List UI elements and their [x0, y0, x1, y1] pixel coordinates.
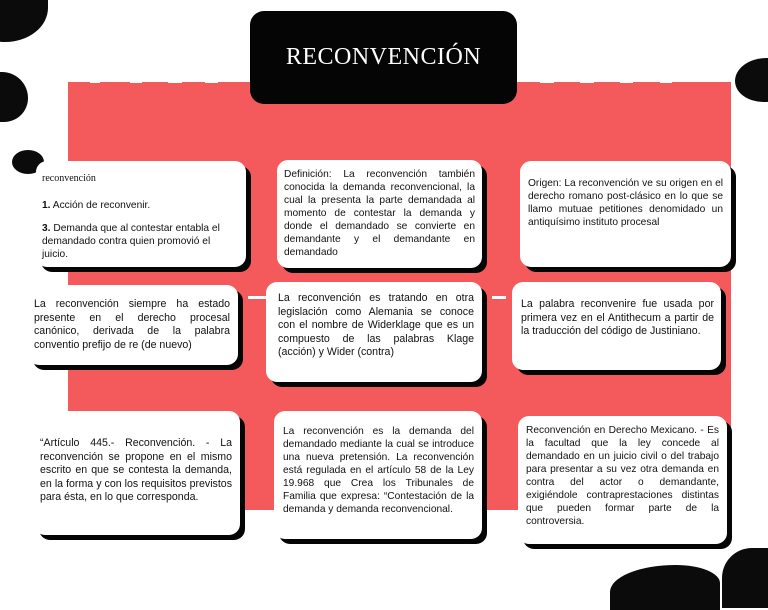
- card-text: Origen: La reconvención ve su origen en el derecho romano post-clásico en lo que se llamo mutuae petitiones denomidado un antiquísimo instituto procesal: [528, 178, 723, 228]
- decorative-blob-corner: [722, 548, 768, 608]
- decorative-blob-top-right: [735, 58, 768, 102]
- item-text: Demanda que al contestar entabla el demandado contra quien promovió el juicio.: [42, 223, 220, 260]
- card-text: La palabra reconvenire fue usada por primera vez en el Antithecum a partir de la traducción del código de Justiniano.: [521, 298, 714, 337]
- panel-dash: [90, 80, 100, 83]
- panel-dash: [248, 296, 266, 299]
- card-alemania: [266, 282, 482, 382]
- card-reconvencion: [36, 161, 246, 267]
- decorative-blob-top-left: [0, 0, 48, 42]
- panel-dash: [130, 80, 142, 83]
- definition-item: [42, 222, 237, 261]
- panel-dash: [492, 296, 506, 299]
- card-articulo: [34, 411, 240, 535]
- panel-dash: [660, 80, 672, 83]
- card-mexicano: [518, 416, 727, 544]
- card-text: Reconvención en Derecho Mexicano. - Es la facultad que la ley concede al demandado en un juicio civil o del trabajo para presentar a su vez otra demanda en contra del actor o demandante, exigiéndole contraprestaciones distintas que pueden formar parte de la controversia.: [526, 425, 719, 527]
- panel-dash: [540, 80, 554, 83]
- page-title-text: RECONVENCIÓN: [285, 44, 482, 70]
- card-definicion: [277, 160, 482, 268]
- definition-item: [42, 199, 237, 212]
- item-text: Acción de reconvenir.: [50, 200, 151, 211]
- card-text: “Artículo 445.- Reconvención. - La reconvención se propone en el mismo escrito en que se contesta la demanda, en la forma y con los requisitos previstos para ésta, en lo que corresponda.: [40, 437, 232, 503]
- panel-dash: [580, 80, 594, 83]
- card-ley: [274, 411, 482, 539]
- card-antithecum: [512, 282, 721, 370]
- card-text: La reconvención es tratando en otra legislación como Alemania se conoce con el nombre de Widerklage que es un compuesto de las palabras Klage (acción) y Wider (contra): [278, 292, 474, 358]
- card-heading: reconvención: [42, 173, 96, 184]
- panel-dash: [620, 80, 633, 83]
- card-text: La reconvención es la demanda del demandado mediante la cual se introduce una nueva pretensión. La reconvención está regulada en el artículo 58 de la Ley 19.968 que Crea los Tribunales de Familia que expresa: “Contestación de la demanda y demanda reconvencional.: [283, 426, 474, 515]
- item-number: 3.: [42, 223, 51, 234]
- page-title: [250, 11, 517, 104]
- decorative-blob-bottom-right: [610, 565, 720, 610]
- card-canonico: [28, 285, 238, 365]
- panel-dash: [205, 80, 218, 83]
- panel-dash: [168, 80, 182, 83]
- item-number: 1.: [42, 200, 51, 211]
- card-origen: [520, 161, 731, 267]
- card-text: La reconvención siempre ha estado presente en el derecho procesal canónico, derivada de la palabra conventio prefijo de re (de nuevo): [34, 298, 230, 351]
- card-text: Definición: La reconvención también conocida la demanda reconvencional, la cual la presenta la parte demandada al momento de contestar la demanda y donde el demandado se convierte en demandante y el demandante en demandado: [284, 169, 475, 258]
- decorative-blob-left: [0, 72, 28, 122]
